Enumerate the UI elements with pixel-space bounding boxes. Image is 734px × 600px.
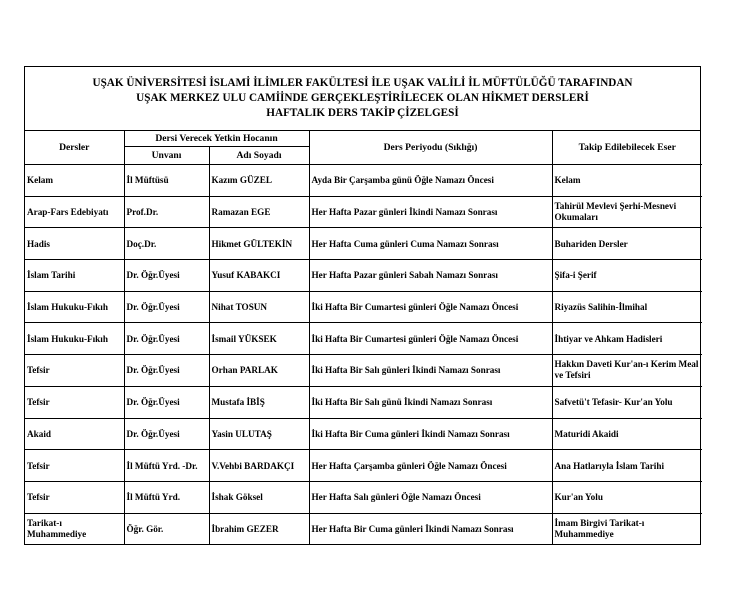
header-unvani: Unvanı xyxy=(124,147,209,165)
cell-eser: Şifa-i Şerif xyxy=(552,260,702,292)
cell-ders: Tefsir xyxy=(25,450,124,482)
cell-periyot: Her Hafta Bir Cuma günleri İkindi Namazı Sonrası xyxy=(309,513,552,544)
header-dersler: Dersler xyxy=(25,131,124,165)
cell-unvan: Dr. Öğr.Üyesi xyxy=(124,323,209,355)
cell-unvan: Prof.Dr. xyxy=(124,196,209,228)
title-line-2: UŞAK MERKEZ ULU CAMİİNDE GERÇEKLEŞTİRİLECEK OLAN HİKMET DERSLERİ xyxy=(136,92,589,104)
cell-eser: Maturidi Akaidi xyxy=(552,418,702,450)
cell-ad: Yasin ULUTAŞ xyxy=(209,418,309,450)
cell-eser: Ana Hatlarıyla İslam Tarihi xyxy=(552,450,702,482)
header-hoca-group: Dersi Verecek Yetkin Hocanın xyxy=(124,131,309,147)
table-row xyxy=(25,196,702,228)
table-row xyxy=(25,513,702,544)
cell-periyot: Her Hafta Pazar günleri İkindi Namazı Sonrası xyxy=(309,196,552,228)
table-row xyxy=(25,355,702,387)
cell-periyot: İki Hafta Bir Salı günleri İkindi Namazı Sonrası xyxy=(309,355,552,387)
cell-periyot: Her Hafta Çarşamba günleri Öğle Namazı Öncesi xyxy=(309,450,552,482)
cell-ad: Nihat TOSUN xyxy=(209,291,309,323)
cell-periyot: İki Hafta Bir Cumartesi günleri Öğle Namazı Öncesi xyxy=(309,323,552,355)
cell-periyot: Her Hafta Cuma günleri Cuma Namazı Sonrası xyxy=(309,228,552,260)
cell-unvan: İl Müftü Yrd. -Dr. xyxy=(124,450,209,482)
cell-ad: Kazım GÜZEL xyxy=(209,165,309,197)
cell-unvan: İl Müftü Yrd. xyxy=(124,481,209,513)
cell-ad: İbrahim GEZER xyxy=(209,513,309,544)
cell-ders: Tefsir xyxy=(25,481,124,513)
cell-periyot: İki Hafta Bir Cumartesi günleri Öğle Namazı Öncesi xyxy=(309,291,552,323)
cell-ders: İslam Hukuku-Fıkıh xyxy=(25,323,124,355)
cell-periyot: Her Hafta Pazar günleri Sabah Namazı Sonrası xyxy=(309,260,552,292)
cell-ad: Yusuf KABAKCI xyxy=(209,260,309,292)
cell-unvan: İl Müftüsü xyxy=(124,165,209,197)
cell-ders: İslam Hukuku-Fıkıh xyxy=(25,291,124,323)
cell-ad: Mustafa İBİŞ xyxy=(209,386,309,418)
cell-eser: Hakkın Daveti Kur'an-ı Kerim Meal ve Tefsiri xyxy=(552,355,702,387)
table-row xyxy=(25,260,702,292)
cell-ders: Akaid xyxy=(25,418,124,450)
table-row xyxy=(25,418,702,450)
schedule-sheet xyxy=(24,66,701,545)
cell-eser: Kur'an Yolu xyxy=(552,481,702,513)
cell-unvan: Dr. Öğr.Üyesi xyxy=(124,355,209,387)
cell-eser: İhtiyar ve Ahkam Hadisleri xyxy=(552,323,702,355)
table-row xyxy=(25,450,702,482)
cell-periyot: İki Hafta Bir Cuma günleri İkindi Namazı Sonrası xyxy=(309,418,552,450)
cell-periyot: Her Hafta Salı günleri Öğle Namazı Öncesi xyxy=(309,481,552,513)
table-row xyxy=(25,291,702,323)
cell-ders: İslam Tarihi xyxy=(25,260,124,292)
cell-ad: V.Vehbi BARDAKÇI xyxy=(209,450,309,482)
cell-ders: Kelam xyxy=(25,165,124,197)
cell-ders: Tefsir xyxy=(25,355,124,387)
table-row xyxy=(25,323,702,355)
header-eser: Takip Edilebilecek Eser xyxy=(552,131,702,165)
table-row xyxy=(25,481,702,513)
cell-unvan: Dr. Öğr.Üyesi xyxy=(124,386,209,418)
title-line-1: UŞAK ÜNİVERSİTESİ İSLAMİ İLİMLER FAKÜLTESİ İLE UŞAK VALİLİ İL MÜFTÜLÜĞÜ TARAFINDAN xyxy=(92,77,633,89)
cell-ad: İsmail YÜKSEK xyxy=(209,323,309,355)
cell-periyot: İki Hafta Bir Salı günü İkindi Namazı Sonrası xyxy=(309,386,552,418)
cell-eser: Safvetü't Tefasir- Kur'an Yolu xyxy=(552,386,702,418)
cell-ad: Hikmet GÜLTEKİN xyxy=(209,228,309,260)
cell-ad: Ramazan EGE xyxy=(209,196,309,228)
title-line-3: HAFTALIK DERS TAKİP ÇİZELGESİ xyxy=(266,107,459,119)
cell-eser: İmam Birgivi Tarikat-ı Muhammediye xyxy=(552,513,702,544)
cell-eser: Buhariden Dersler xyxy=(552,228,702,260)
table-row xyxy=(25,228,702,260)
cell-ders: Tarikat-ı Muhammediye xyxy=(25,513,124,544)
cell-unvan: Öğr. Gör. xyxy=(124,513,209,544)
table-row xyxy=(25,165,702,197)
cell-unvan: Dr. Öğr.Üyesi xyxy=(124,260,209,292)
cell-unvan: Dr. Öğr.Üyesi xyxy=(124,291,209,323)
table-row xyxy=(25,386,702,418)
cell-unvan: Dr. Öğr.Üyesi xyxy=(124,418,209,450)
header-periyot: Ders Periyodu (Sıklığı) xyxy=(309,131,552,165)
cell-ders: Hadis xyxy=(25,228,124,260)
cell-unvan: Doç.Dr. xyxy=(124,228,209,260)
cell-eser: Tahirül Mevlevi Şerhi-Mesnevi Okumaları xyxy=(552,196,702,228)
cell-ders: Arap-Fars Edebiyatı xyxy=(25,196,124,228)
document-title xyxy=(25,67,700,131)
cell-ad: İshak Göksel xyxy=(209,481,309,513)
cell-ders: Tefsir xyxy=(25,386,124,418)
cell-periyot: Ayda Bir Çarşamba günü Öğle Namazı Öncesi xyxy=(309,165,552,197)
header-adi-soyadi: Adı Soyadı xyxy=(209,147,309,165)
schedule-body xyxy=(25,165,702,545)
cell-eser: Riyazüs Salihin-İlmihal xyxy=(552,291,702,323)
schedule-table xyxy=(25,131,702,544)
cell-eser: Kelam xyxy=(552,165,702,197)
cell-ad: Orhan PARLAK xyxy=(209,355,309,387)
